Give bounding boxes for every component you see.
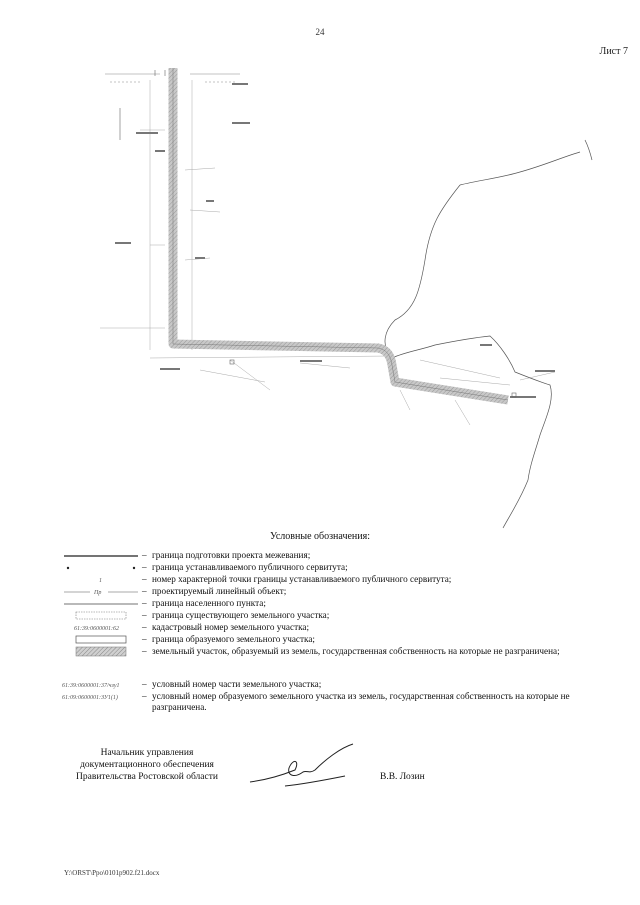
svg-text:61:09:0600001:ЗУ1(1): 61:09:0600001:ЗУ1(1) bbox=[62, 695, 118, 701]
proposed-corridor bbox=[173, 68, 508, 400]
sheet-label: Лист 7 bbox=[599, 46, 628, 57]
formed-part-number-symbol bbox=[62, 691, 140, 702]
signatory-name: В.В. Лозин bbox=[380, 772, 425, 782]
linear-object-symbol bbox=[62, 586, 140, 597]
existing-parcel-symbol bbox=[62, 610, 140, 621]
handwritten-signature bbox=[245, 740, 365, 795]
part-number-symbol bbox=[62, 679, 140, 690]
boundary-project-symbol bbox=[62, 550, 140, 561]
legend-title: Условные обозначения: bbox=[269, 531, 370, 542]
signatory-position: Начальник управления документационного обеспечения Правительства Ростовской области bbox=[76, 748, 218, 782]
cadastral-map bbox=[0, 60, 640, 530]
svg-text:61:39:0600001:62: 61:39:0600001:62 bbox=[74, 626, 119, 632]
settlement-boundary bbox=[385, 185, 551, 528]
legend-item-state-land: – земельный участок, образуемый из земель, государственная собственность на которые не разграничена; bbox=[62, 646, 592, 668]
servitude-boundary-symbol bbox=[62, 562, 140, 573]
svg-text:61:39:0600001:37/чзу1: 61:39:0600001:37/чзу1 bbox=[62, 683, 120, 689]
legend-item-formed-part-number: 61:09:0600001:ЗУ1(1) – условный номер образуемого земельного участка из земель, государственная собственность на которые не разграничена. bbox=[62, 691, 570, 712]
state-land-symbol bbox=[62, 646, 140, 657]
cadastral-number-symbol bbox=[62, 622, 140, 633]
map-parcels bbox=[100, 80, 555, 425]
point-number-symbol bbox=[62, 574, 140, 585]
formed-parcel-symbol bbox=[62, 634, 140, 645]
svg-text:Пр: Пр bbox=[94, 590, 102, 596]
page-number: 24 bbox=[315, 27, 325, 37]
file-path: Y:\ORST\Ppo\0101p902.f21.docx bbox=[64, 869, 160, 877]
svg-text:1: 1 bbox=[99, 578, 102, 584]
settlement-symbol bbox=[62, 598, 140, 609]
